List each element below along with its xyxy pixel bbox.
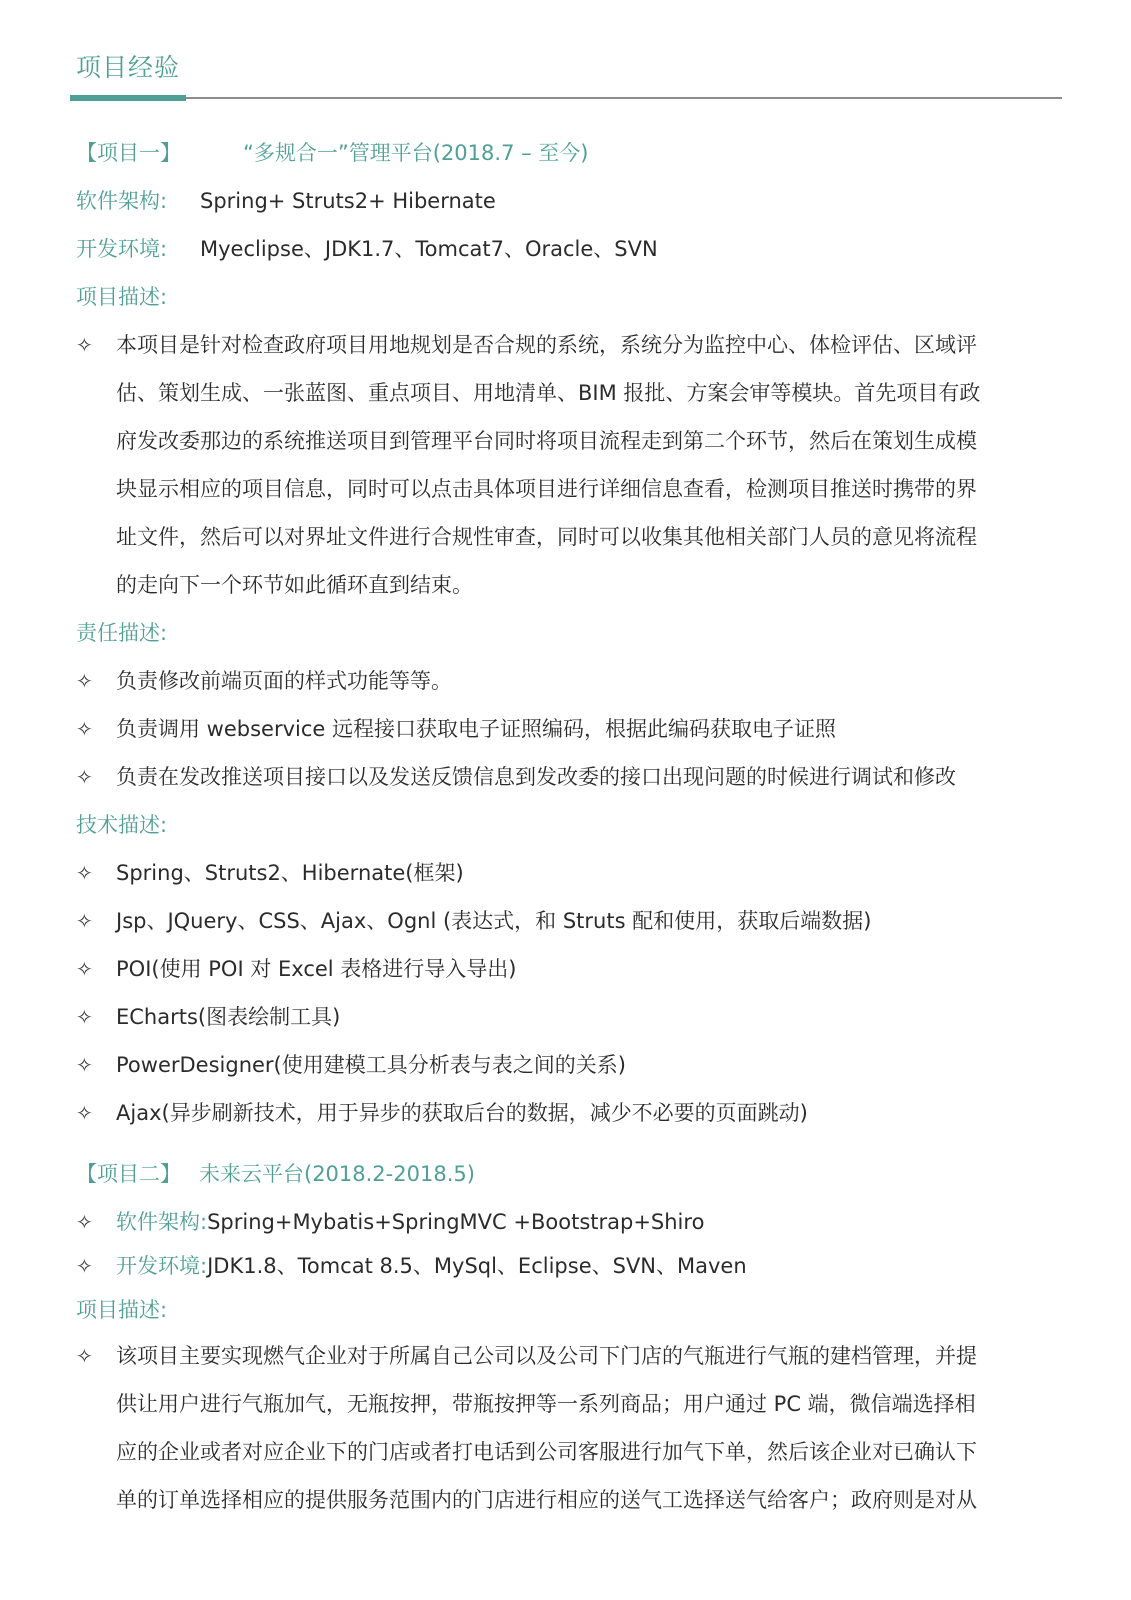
project2-arch-label: 软件架构: [116, 1210, 208, 1234]
project1-name: “多规合一”管理平台(2018.7 – 至今) [243, 141, 589, 165]
section-divider-accent [70, 95, 186, 101]
bullet-icon: ✧ [76, 861, 93, 885]
bullet-icon: ✧ [76, 1101, 93, 1125]
project1-desc-line: 本项目是针对检查政府项目用地规划是否合规的系统，系统分为监控中心、体检评估、区域评 [116, 333, 977, 357]
project2-env-label: 开发环境: [116, 1254, 208, 1278]
project2-desc-line: 应的企业或者对应企业下的门店或者打电话到公司客服进行加气下单，然后该企业对已确认下 [116, 1440, 977, 1464]
project1-tech-item: Ajax(异步刷新技术，用于异步的获取后台的数据，减少不必要的页面跳动) [116, 1101, 808, 1125]
bullet-icon: ✧ [76, 717, 93, 741]
project2-env-row [116, 1242, 747, 1290]
project2-desc-line: 供让用户进行气瓶加气，无瓶按押，带瓶按押等一系列商品；用户通过 PC 端，微信端选择相 [116, 1392, 976, 1416]
project2-env-value: JDK1.8、Tomcat 8.5、MySql、Eclipse、SVN、Maven [207, 1254, 747, 1278]
project1-tech-item: PowerDesigner(使用建模工具分析表与表之间的关系) [116, 1053, 626, 1077]
project1-tech-item: POI(使用 POI 对 Excel 表格进行导入导出) [116, 957, 517, 981]
project1-tag: 【项目一】 [76, 141, 181, 165]
bullet-icon: ✧ [76, 1053, 93, 1077]
project1-arch-row [76, 177, 496, 225]
project1-resp-item: 负责修改前端页面的样式功能等等。 [116, 669, 452, 693]
bullet-icon: ✧ [76, 957, 93, 981]
project2-arch-row [116, 1198, 704, 1246]
project1-arch-label: 软件架构: [76, 189, 168, 213]
bullet-icon: ✧ [76, 1210, 93, 1234]
project1-resp-item: 负责在发改推送项目接口以及发送反馈信息到发改委的接口出现问题的时候进行调试和修改 [116, 765, 956, 789]
project1-desc-line: 块显示相应的项目信息，同时可以点击具体项目进行详细信息查看，检测项目推送时携带的界 [116, 477, 977, 501]
bullet-icon: ✧ [76, 765, 93, 789]
project1-env-value: Myeclipse、JDK1.7、Tomcat7、Oracle、SVN [200, 237, 658, 261]
project2-desc-line: 单的订单选择相应的提供服务范围内的门店进行相应的送气工选择送气给客户；政府则是对从 [116, 1488, 977, 1512]
project1-header [76, 129, 588, 177]
project1-env-label: 开发环境: [76, 237, 168, 261]
project1-resp-label: 责任描述: [76, 621, 168, 645]
bullet-icon: ✧ [76, 1344, 93, 1368]
project2-tag: 【项目二】 [76, 1162, 181, 1186]
project2-header [76, 1150, 475, 1198]
bullet-icon: ✧ [76, 333, 93, 357]
section-title: 项目经验 [76, 53, 181, 82]
project1-resp-item: 负责调用 webservice 远程接口获取电子证照编码，根据此编码获取电子证照 [116, 717, 836, 741]
project1-tech-item: ECharts(图表绘制工具) [116, 1005, 341, 1029]
bullet-icon: ✧ [76, 669, 93, 693]
project1-tech-item: Jsp、JQuery、CSS、Ajax、Ognl (表达式，和 Struts 配和使用，获取后端数据) [116, 909, 872, 933]
project2-name: 未来云平台(2018.2-2018.5) [199, 1162, 475, 1186]
project2-arch-value: Spring+Mybatis+SpringMVC +Bootstrap+Shiro [207, 1210, 705, 1234]
project1-env-row [76, 225, 658, 273]
section-divider [70, 97, 1062, 99]
project1-tech-label: 技术描述: [76, 813, 168, 837]
project2-desc-line: 该项目主要实现燃气企业对于所属自己公司以及公司下门店的气瓶进行气瓶的建档管理，并提 [116, 1344, 977, 1368]
project2-desc-label: 项目描述: [76, 1298, 168, 1322]
project1-desc-line: 址文件，然后可以对界址文件进行合规性审查，同时可以收集其他相关部门人员的意见将流程 [116, 525, 977, 549]
bullet-icon: ✧ [76, 1254, 93, 1278]
project1-arch-value: Spring+ Struts2+ Hibernate [200, 189, 496, 213]
project1-desc-line: 估、策划生成、一张蓝图、重点项目、用地清单、BIM 报批、方案会审等模块。首先项目有政 [116, 381, 981, 405]
project1-tech-item: Spring、Struts2、Hibernate(框架) [116, 861, 464, 885]
project1-desc-line: 府发改委那边的系统推送项目到管理平台同时将项目流程走到第二个环节，然后在策划生成模 [116, 429, 977, 453]
bullet-icon: ✧ [76, 1005, 93, 1029]
bullet-icon: ✧ [76, 909, 93, 933]
project1-desc-label: 项目描述: [76, 285, 168, 309]
project1-desc-line: 的走向下一个环节如此循环直到结束。 [116, 573, 473, 597]
